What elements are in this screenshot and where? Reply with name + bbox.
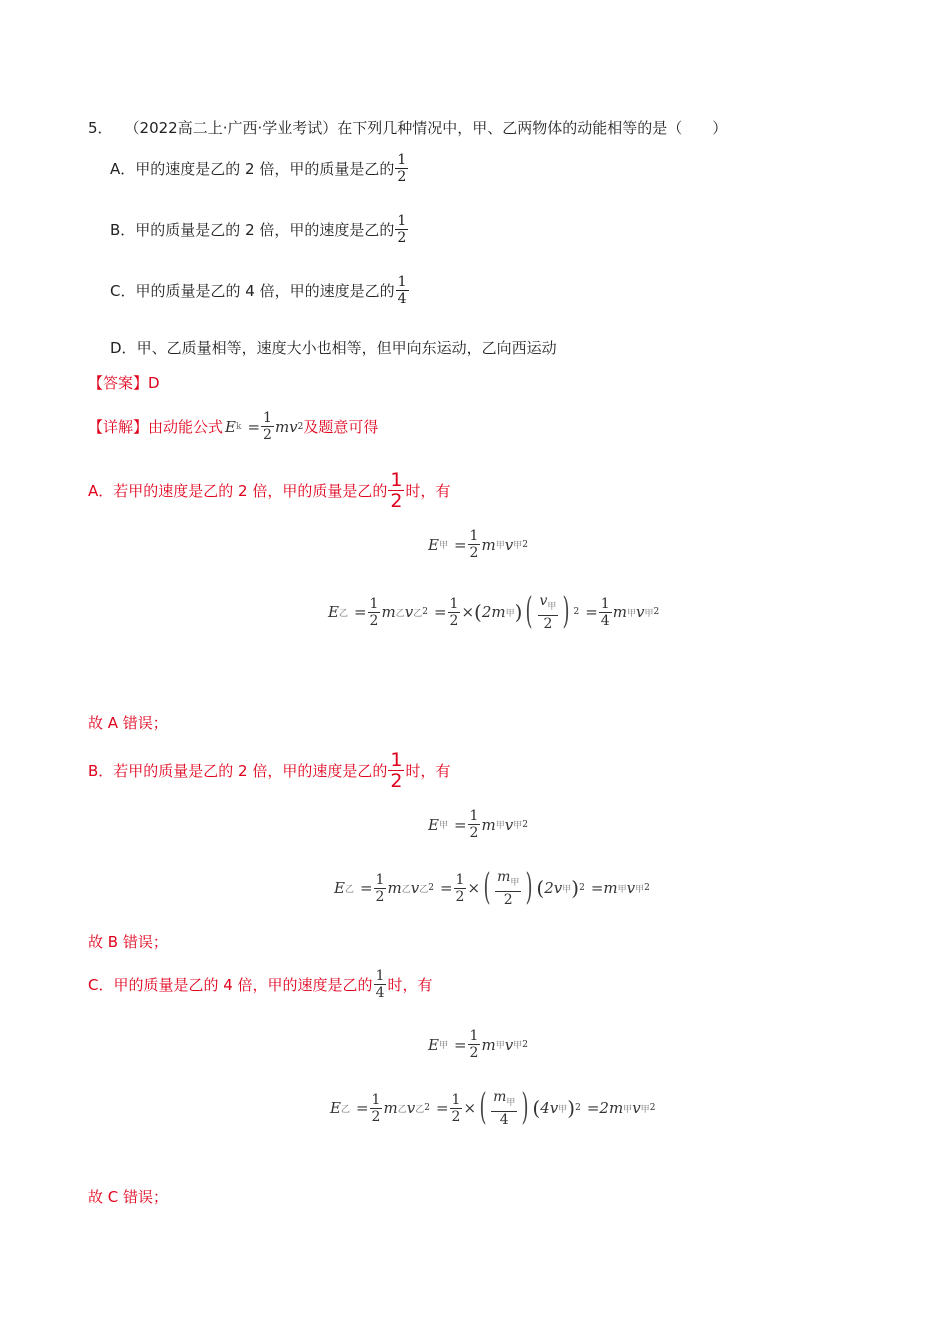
explain-tag: 【详解】 xyxy=(88,417,149,436)
question-line xyxy=(88,118,727,138)
option-a-fraction: $\frac{1}{2}$ xyxy=(397,152,407,185)
case-b-eq1: E 甲 = $\frac{1}{2}$ m 甲 v 甲 2 xyxy=(428,808,528,841)
option-c-text: 甲的质量是乙的 4 倍，甲的速度是乙的 xyxy=(135,281,395,300)
option-b xyxy=(110,213,409,246)
option-c xyxy=(110,274,410,307)
question-number: 5． xyxy=(88,119,113,137)
case-a-conclusion: 故 A 错误； xyxy=(88,714,168,732)
option-d-text: 甲、乙质量相等，速度大小也相等，但甲向东运动，乙向西运动 xyxy=(136,339,557,357)
case-a-fraction: $\frac{1}{2}$ xyxy=(390,469,403,512)
case-c-eq1: E 甲 = $\frac{1}{2}$ m 甲 v 甲 2 xyxy=(428,1028,528,1061)
explain-line xyxy=(88,410,378,443)
option-b-fraction: $\frac{1}{2}$ xyxy=(397,213,407,246)
case-a-eq2: E 乙 = $\frac{1}{2}$ m 乙 v 乙 2 = $\frac{1}{2}$ × ( 2m 甲 ) ( $\frac{v_甲}{2}$ ) 2 = $\frac{1}{4}$ m 甲 v 甲 2 xyxy=(328,591,660,632)
case-b-eq2: E 乙 = $\frac{1}{2}$ m 乙 v 乙 2 = $\frac{1}{2}$ × ( $\frac{m_甲}{2}$ ) ( 2v 甲 ) 2 =m 甲 v 甲 2 xyxy=(334,867,650,908)
case-c-conclusion: 故 C 错误； xyxy=(88,1188,169,1206)
option-c-fraction: $\frac{1}{4}$ xyxy=(397,274,407,307)
case-c-eq2: E 乙 = $\frac{1}{2}$ m 乙 v 乙 2 = $\frac{1}{2}$ × ( $\frac{m_甲}{4}$ ) ( 4v 甲 ) 2 =2m 甲 v 甲 2 xyxy=(330,1087,656,1128)
option-d-label: D． xyxy=(110,339,137,357)
case-c-head: C．甲的质量是乙的 4 倍，甲的速度是乙的 $\frac{1}{4}$ 时，有 xyxy=(88,968,433,1001)
option-a-label: A． xyxy=(110,159,136,178)
answer-tag: 【答案】 xyxy=(88,374,149,392)
option-a-text: 甲的速度是乙的 2 倍，甲的质量是乙的 xyxy=(135,159,395,178)
option-c-label: C． xyxy=(110,281,136,300)
option-b-label: B． xyxy=(110,220,136,239)
question-stem: 在下列几种情况中，甲、乙两物体的动能相等的是（ ） xyxy=(337,119,728,137)
explain-intro: 由动能公式 xyxy=(148,417,224,436)
explain-tail: 及题意可得 xyxy=(303,417,379,436)
question-source: （2022高二上·广西·学业考试） xyxy=(124,119,338,137)
option-a xyxy=(110,152,409,185)
kinetic-energy-formula: E k = $\frac{1}{2}$ mv 2 xyxy=(225,410,304,443)
case-b-conclusion: 故 B 错误； xyxy=(88,933,168,951)
answer-value: D xyxy=(148,374,160,392)
answer-line xyxy=(88,373,160,393)
case-b-fraction: $\frac{1}{2}$ xyxy=(390,749,403,792)
case-b-head: B．若甲的质量是乙的 2 倍，甲的速度是乙的 $\frac{1}{2}$ 时，有 xyxy=(88,749,451,792)
case-a-head: A．若甲的速度是乙的 2 倍，甲的质量是乙的 $\frac{1}{2}$ 时，有 xyxy=(88,469,451,512)
option-d xyxy=(110,338,557,358)
option-b-text: 甲的质量是乙的 2 倍，甲的速度是乙的 xyxy=(135,220,395,239)
case-a-eq1: E 甲 = $\frac{1}{2}$ m 甲 v 甲 2 xyxy=(428,528,528,561)
case-c-fraction: $\frac{1}{4}$ xyxy=(375,968,385,1001)
